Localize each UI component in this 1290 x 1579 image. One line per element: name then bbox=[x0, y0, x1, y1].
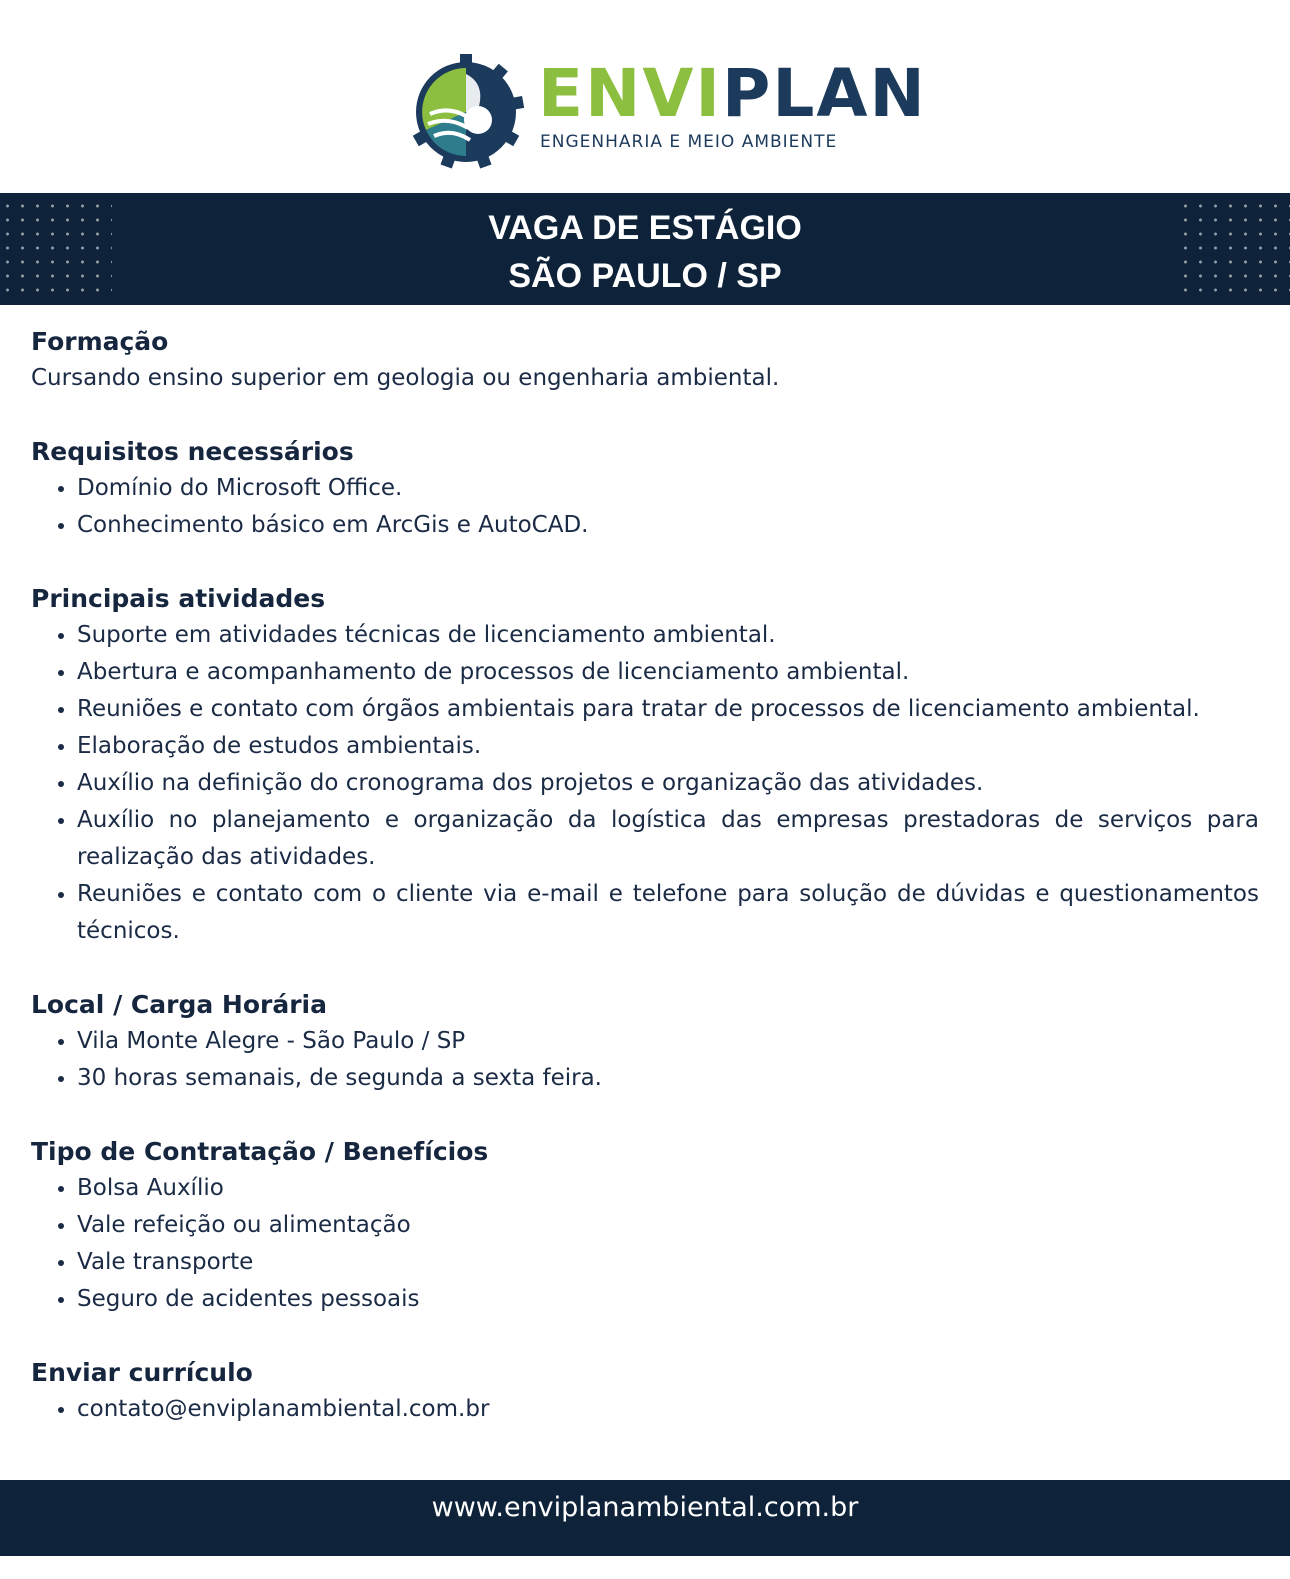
list-item: • Abertura e acompanhamento de processos de licenciamento ambiental. bbox=[77, 654, 1259, 691]
section-title: Tipo de Contratação / Benefícios bbox=[31, 1137, 489, 1166]
brand-tagline: ENGENHARIA E MEIO AMBIENTE bbox=[540, 132, 838, 152]
list-item: • 30 horas semanais, de segunda a sexta feira. bbox=[77, 1060, 1259, 1097]
requirements-list bbox=[31, 470, 1259, 544]
brand-env: ENVI bbox=[538, 55, 722, 132]
section-title: Requisitos necessários bbox=[31, 437, 354, 466]
job-details bbox=[31, 323, 1259, 1464]
list-item: • Bolsa Auxílio bbox=[77, 1170, 1259, 1207]
footer-banner bbox=[0, 1480, 1290, 1556]
section-title: Enviar currículo bbox=[31, 1358, 253, 1387]
list-item: • Suporte em atividades técnicas de licenciamento ambiental. bbox=[77, 617, 1259, 654]
list-item: • Vila Monte Alegre - São Paulo / SP bbox=[77, 1023, 1259, 1060]
list-item: • Conhecimento básico em ArcGis e AutoCAD. bbox=[77, 507, 1259, 544]
list-item: • Vale transporte bbox=[77, 1244, 1259, 1281]
brand-name bbox=[538, 56, 927, 132]
list-item: • Reuniões e contato com o cliente via e-mail e telefone para solução de dúvidas e questionamentos técnicos. bbox=[77, 876, 1259, 950]
section-requisitos bbox=[31, 433, 1259, 544]
website-link[interactable]: www.enviplanambiental.com.br bbox=[431, 1492, 859, 1523]
brand-plan: PLAN bbox=[721, 55, 927, 132]
section-title: Formação bbox=[31, 327, 169, 356]
enviplan-emblem-icon bbox=[408, 54, 524, 170]
list-item: • Reuniões e contato com órgãos ambientais para tratar de processos de licenciamento ambiental. bbox=[77, 691, 1259, 728]
section-contratacao bbox=[31, 1133, 1259, 1318]
job-title: VAGA DE ESTÁGIO bbox=[488, 209, 802, 247]
section-curriculo bbox=[31, 1354, 1259, 1428]
contact-list bbox=[31, 1391, 1259, 1428]
company-logo bbox=[408, 50, 927, 175]
list-item: • Elaboração de estudos ambientais. bbox=[77, 728, 1259, 765]
benefits-list bbox=[31, 1170, 1259, 1318]
location-list bbox=[31, 1023, 1259, 1097]
section-formacao bbox=[31, 323, 1259, 397]
list-item: • Domínio do Microsoft Office. bbox=[77, 470, 1259, 507]
title-banner bbox=[0, 193, 1290, 305]
list-item: • Vale refeição ou alimentação bbox=[77, 1207, 1259, 1244]
activities-list bbox=[31, 617, 1259, 950]
list-item: • Auxílio na definição do cronograma dos projetos e organização das atividades. bbox=[77, 765, 1259, 802]
section-title: Local / Carga Horária bbox=[31, 990, 327, 1019]
section-local bbox=[31, 986, 1259, 1097]
list-item: • Seguro de acidentes pessoais bbox=[77, 1281, 1259, 1318]
section-title: Principais atividades bbox=[31, 584, 326, 613]
list-item: • Auxílio no planejamento e organização da logística das empresas prestadoras de serviços para realização das atividades. bbox=[77, 802, 1259, 876]
contact-email-link[interactable]: • contato@enviplanambiental.com.br bbox=[77, 1391, 1259, 1428]
section-atividades bbox=[31, 580, 1259, 950]
section-text: Cursando ensino superior em geologia ou engenharia ambiental. bbox=[31, 365, 780, 391]
job-location: SÃO PAULO / SP bbox=[508, 257, 782, 295]
